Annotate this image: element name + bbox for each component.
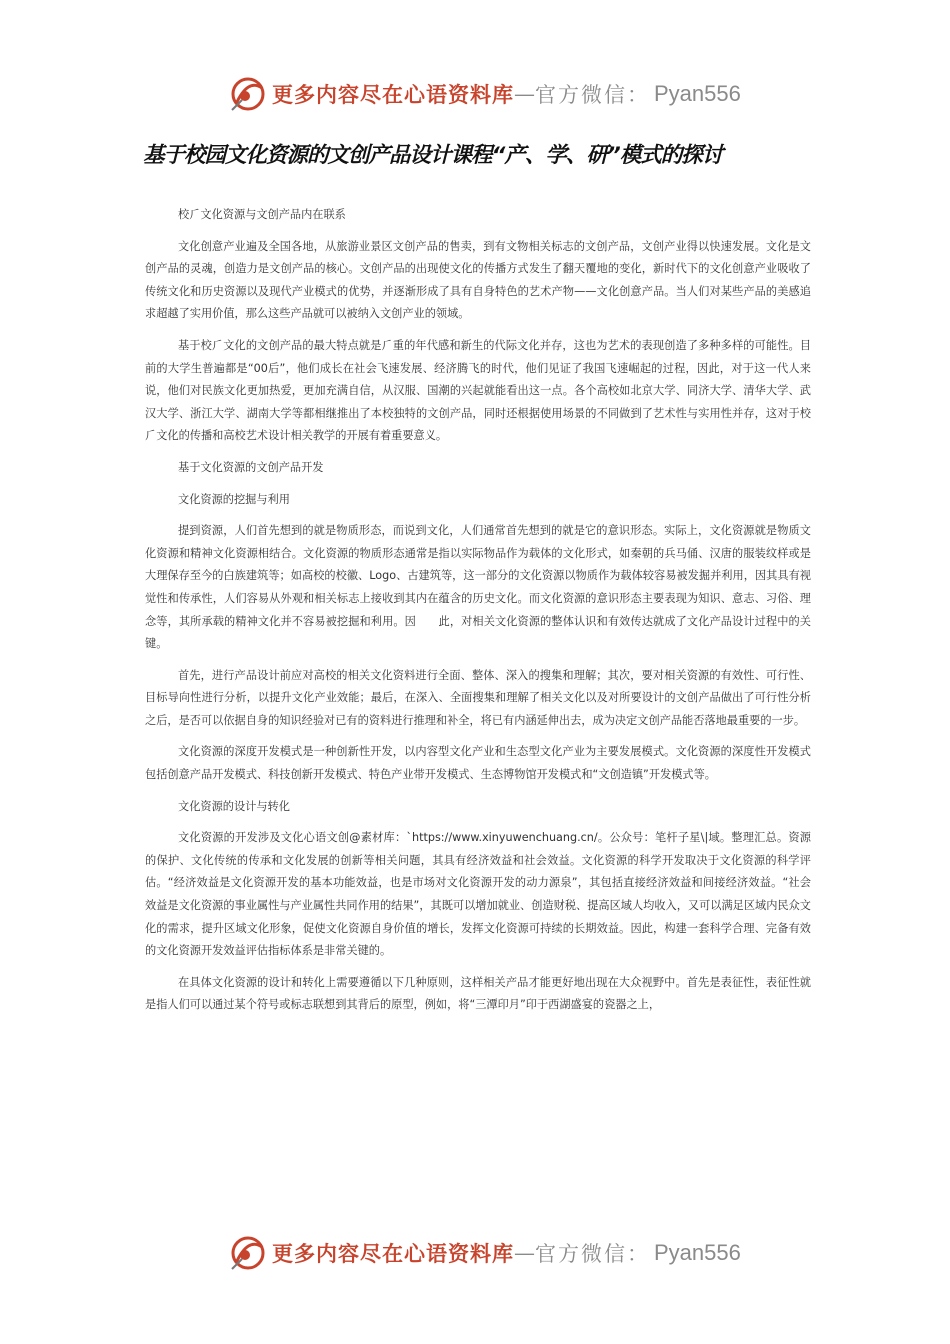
document-body <box>145 204 811 1026</box>
paragraph: 文化资源的深度开发模式是一种创新性开发，以内容型文化产业和生态型文化产业为主要发展模式。文化资源的深度性开发模式包括创意产品开发模式、科技创新开发模式、特色产业带开发模式、生态博物馆开发模式和“文创造镇”开发模式等。 <box>145 745 811 782</box>
banner-separator: — <box>514 82 535 106</box>
paragraph: 文化创意产业遍及全国各地，从旅游业景区文创产品的售卖，到有文物相关标志的文创产品，文创产业得以快速发展。文化是文创产品的灵魂，创造力是文创产品的核心。文创产品的出现使文化的传播方式发生了翻天覆地的变化，新时代下的文化创意产业吸收了传统文化和历史资源以及现代产业模式的优势，并逐渐形成了具有自身特色的艺术产物——文化创意产品。当人们对某些产品的美感追求超越了实用价值，那么这些产品就可以被纳入文创产业的领域。 <box>145 239 811 321</box>
section-heading: 基于文化资源的文创产品开发 <box>178 460 324 474</box>
document-title: 基于校园文化资源的文创产品设计课程“产、学、研”模式的探讨 <box>143 143 723 168</box>
banner-separator: — <box>514 1241 535 1265</box>
footer-banner <box>228 1231 741 1275</box>
paragraph: 文化资源的开发涉及文化心语文创@素材库：`https://www.xinyuwenchuang.cn/。公众号：笔杆子星\|域。整理汇总。资源的保护、文化传统的传承和文化发展的创新等相关问题，其具有经济效益和社会效益。文化资源的科学开发取决于文化资源的科学评估。“经济效益是文化资源开发的基本功能效益，也是市场对文化资源开发的动力源泉”，其包括直接经济效益和间接经济效益。“社会效益是文化资源的事业属性与产业属性共同作用的结果”，其既可以增加就业、创造财税、提高区域人均收入，又可以满足区域内民众文化的需求，提升区域文化形象，促使文化资源自身价值的增长，发挥文化资源可持续的长期效益。因此，构建一套科学合理、完备有效的文化资源开发效益评估指标体系是非常关键的。 <box>145 831 811 958</box>
banner-wechat-id: Pyan556 <box>654 81 741 106</box>
section-heading: 校⺁文化资源与文创产品内在联系 <box>178 208 346 221</box>
banner-wechat-label: 官方微信： <box>535 1242 650 1266</box>
brand-logo-icon <box>228 74 268 114</box>
section-heading: 文化资源的设计与转化 <box>178 799 290 813</box>
paragraph: 提到资源，人们首先想到的就是物质形态，而说到文化，人们通常首先想到的就是它的意识形态。实际上，文化资源就是物质文化资源和精神文化资源相结合。文化资源的物质形态通常是指以实际物品作为载体的文化形式，如秦朝的兵马俑、汉唐的服装纹样或是大理保存至今的白族建筑等；如高校的校徽、Logo、古建筑等，这一部分的文化资源以物质作为载体较容易被发掘并利用，因其具有视觉性和传承性，人们容易从外观和相关标志上接收到其内在蕴含的历史文化。而文化资源的意识形态主要表现为知识、意志、习俗、理念等，其所承载的精神文化并不容易被挖掘和利用。因 此，对相关文化资源的整体认识和有效传达就成了文化产品设计过程中的关键。 <box>145 524 811 651</box>
brand-logo-icon <box>228 1233 268 1273</box>
paragraph: 在具体文化资源的设计和转化上需要遵循以下几种原则，这样相关产品才能更好地出现在大众视野中。首先是表征性，表征性就是指人们可以通过某个符号或标志联想到其背后的原型，例如，将“三潭印月”印于西湖盛宴的瓷器之上， <box>145 975 811 1012</box>
header-banner <box>228 72 741 116</box>
section-heading: 文化资源的挖掘与利用 <box>178 492 290 506</box>
banner-wechat-label: 官方微信： <box>535 83 650 107</box>
banner-text: 更多内容尽在心语资料库 <box>272 82 514 107</box>
paragraph: 基于校⺁文化的文创产品的最大特点就是⺁重的年代感和新生的代际文化并存，这也为艺术的表现创造了多种多样的可能性。目前的大学生普遍都是“00后”，他们成长在社会飞速发展、经济腾飞的时代，他们见证了我国飞速崛起的过程，因此，对于这一代人来说，他们对民族文化更加热爱，更加充满自信，从汉服、国潮的兴起就能看出这一点。各个高校如北京大学、同济大学、清华大学、武汉大学、浙江大学、湖南大学等都相继推出了本校独特的文创产品，同时还根据使用场景的不同做到了艺术性与实用性并存，这对于校⺁文化的传播和高校艺术设计相关教学的开展有着重要意义。 <box>145 338 811 443</box>
paragraph: 首先，进行产品设计前应对高校的相关文化资料进行全面、整体、深入的搜集和理解；其次，要对相关资源的有效性、可行性、目标导向性进行分析，以提升文化产业效能；最后，在深入、全面搜集和理解了相关文化以及对所要设计的文创产品做出了可行性分析之后，是否可以依据自身的知识经验对已有的资料进行推理和补全，将已有内涵延伸出去，成为决定文创产品能否落地最重要的一步。 <box>145 668 811 727</box>
banner-text: 更多内容尽在心语资料库 <box>272 1241 514 1266</box>
banner-wechat-id: Pyan556 <box>654 1240 741 1265</box>
